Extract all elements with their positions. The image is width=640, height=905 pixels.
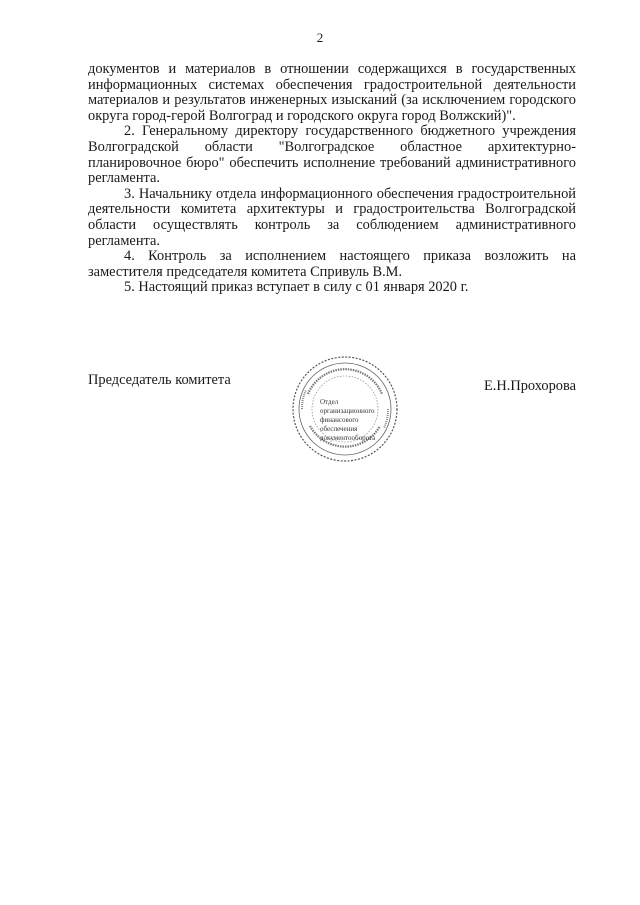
stamp-line: Отдел — [320, 398, 339, 406]
stamp-line: организационного — [320, 407, 375, 415]
stamp-line: финансового — [320, 416, 359, 424]
signatory-name: Е.Н.Прохорова — [483, 378, 576, 394]
page-number: 2 — [316, 30, 324, 45]
stamp-text — [320, 398, 390, 443]
paragraph-item-4: 4. Контроль за исполнением настоящего приказа возложить на заместителя председателя комитета Спривуль В.М. — [88, 248, 576, 280]
paragraph-item-2: 2. Генеральному директору государственного бюджетного учреждения Волгоградской области "Волгоградское областное архитектурно-планировочное бюро" обеспечить исполнение требований административного регламента. — [88, 123, 576, 187]
paragraph-item-3: 3. Начальнику отдела информационного обеспечения градостроительной деятельности комитета архитектуры и градостроительства Волгоградской области осуществлять контроль за соблюдением административного регламента. — [88, 185, 576, 249]
signatory-title: Председатель комитета — [88, 372, 231, 388]
paragraph-continuation: документов и материалов в отношении содержащихся в государственных информационных системах обеспечения градостроительной деятельности материалов и результатов инженерных изысканий (за исключением городского округа город-герой Волгоград и городского округа город Волжский)". — [88, 61, 576, 124]
stamp-line: документооборота — [320, 434, 376, 442]
paragraph-item-5: 5. Настоящий приказ вступает в силу с 01 января 2020 г. — [124, 279, 469, 296]
signature-block — [88, 372, 576, 482]
stamp-line: обеспечения — [320, 425, 358, 433]
document-body — [88, 62, 576, 296]
